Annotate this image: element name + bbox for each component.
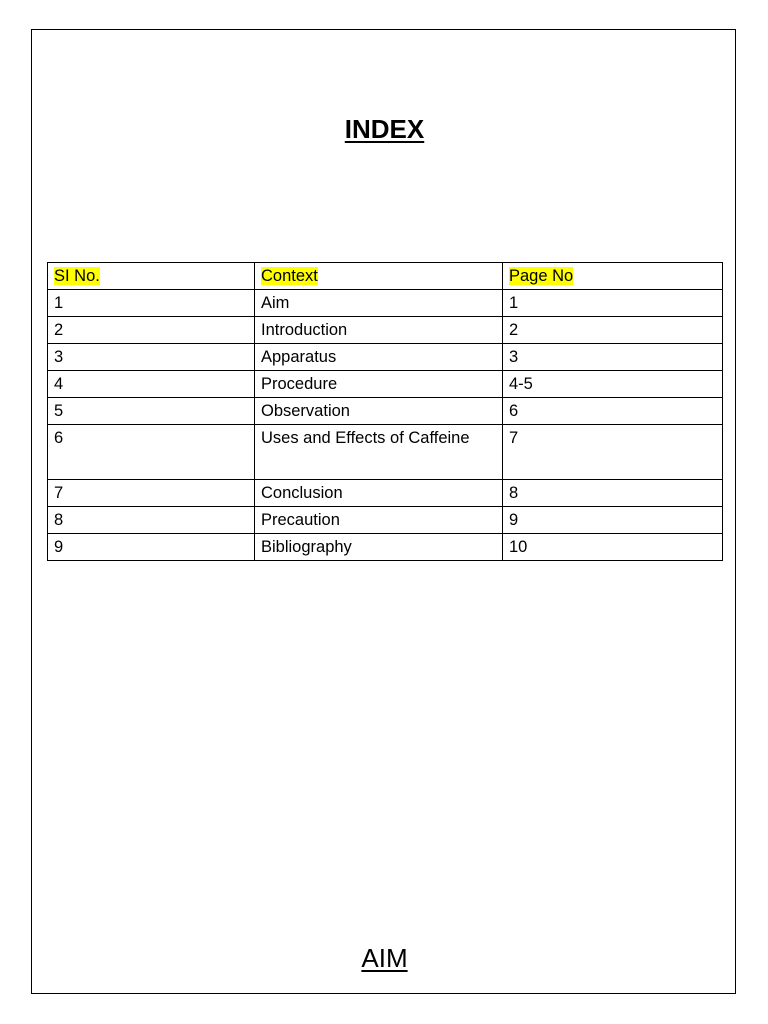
table-row xyxy=(48,425,723,480)
cell-sl-no: 5 xyxy=(48,398,255,425)
cell-sl-no: 4 xyxy=(48,371,255,398)
header-sl-no-label: SI No. xyxy=(54,267,100,285)
cell-sl-no: 2 xyxy=(48,317,255,344)
page-frame xyxy=(31,29,736,994)
cell-context: Apparatus xyxy=(255,344,503,371)
cell-context: Conclusion xyxy=(255,480,503,507)
cell-page-no: 6 xyxy=(503,398,723,425)
cell-context: Introduction xyxy=(255,317,503,344)
cell-page-no: 8 xyxy=(503,480,723,507)
cell-sl-no: 6 xyxy=(48,425,255,480)
cell-context: Precaution xyxy=(255,507,503,534)
cell-page-no: 2 xyxy=(503,317,723,344)
table-row xyxy=(48,371,723,398)
index-table xyxy=(47,262,723,561)
table-row xyxy=(48,398,723,425)
table-row xyxy=(48,507,723,534)
header-page-no-label: Page No xyxy=(509,267,574,285)
cell-sl-no: 8 xyxy=(48,507,255,534)
cell-sl-no: 7 xyxy=(48,480,255,507)
cell-sl-no: 1 xyxy=(48,290,255,317)
cell-page-no: 3 xyxy=(503,344,723,371)
footer-heading: AIM xyxy=(361,943,408,973)
header-page-no xyxy=(503,263,723,290)
cell-context: Procedure xyxy=(255,371,503,398)
cell-page-no: 1 xyxy=(503,290,723,317)
cell-page-no: 7 xyxy=(503,425,723,480)
page-title: INDEX xyxy=(344,114,425,144)
table-row xyxy=(48,534,723,561)
cell-page-no: 10 xyxy=(503,534,723,561)
cell-page-no: 9 xyxy=(503,507,723,534)
cell-context: Aim xyxy=(255,290,503,317)
table-row xyxy=(48,290,723,317)
table-row xyxy=(48,344,723,371)
cell-sl-no: 9 xyxy=(48,534,255,561)
table-row xyxy=(48,480,723,507)
cell-context: Bibliography xyxy=(255,534,503,561)
header-sl-no xyxy=(48,263,255,290)
header-context-label: Context xyxy=(261,267,318,285)
cell-page-no: 4-5 xyxy=(503,371,723,398)
table-row xyxy=(48,317,723,344)
cell-context: Uses and Effects of Caffeine xyxy=(255,425,503,480)
table-header-row xyxy=(48,263,723,290)
header-context xyxy=(255,263,503,290)
cell-sl-no: 3 xyxy=(48,344,255,371)
cell-context: Observation xyxy=(255,398,503,425)
